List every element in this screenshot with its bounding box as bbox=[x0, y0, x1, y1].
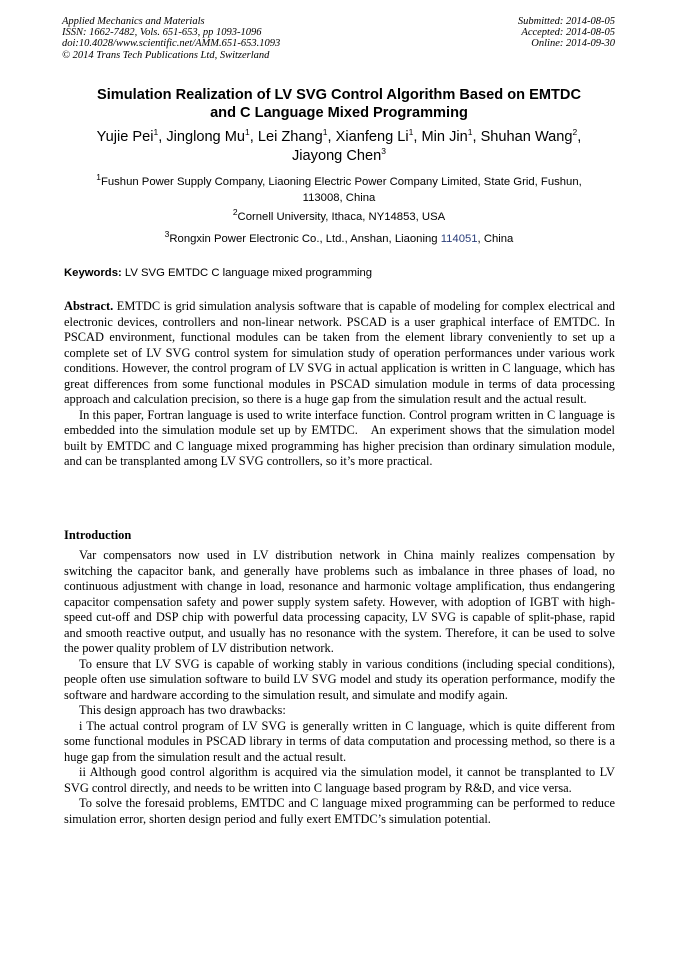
intro-paragraph-5: ii Although good control algorithm is acquired via the simulation model, it cannot be transplanted to LV SVG control directly, and needs to be written into C language based program by R&D, and vice versa. bbox=[64, 765, 615, 795]
author-affil-mark: 1 bbox=[322, 127, 328, 138]
author-affil-mark: 1 bbox=[408, 127, 414, 138]
author-separator: , bbox=[472, 129, 481, 145]
abstract-label: Abstract. bbox=[64, 299, 114, 313]
author-separator: , bbox=[249, 129, 258, 145]
intro-paragraph-1: Var compensators now used in LV distribution network in China mainly realizes compensation by switching the capacitor bank, and generally have problems such as imbalance in three phases of load, no continuous adjustment with change in load, resonance and harmonic voltage amplification, thus endangering capacitor compensation safety and power supply system safety. However, with adoption of IGBT with high-speed cut-off and DSP chip with powerful data processing capacity, LV SVG is capable of split-phase, rapid and smooth reactive output, and usually has no resonance with the system. Therefore, it can be used to solve the power quality problem of LV distribution network. bbox=[64, 548, 615, 655]
author-line-2 bbox=[40, 147, 638, 166]
copyright-line: © 2014 Trans Tech Publications Ltd, Switzerland bbox=[62, 49, 270, 61]
author-name: Jiayong Chen bbox=[292, 148, 382, 164]
keywords-text: LV SVG EMTDC C language mixed programming bbox=[121, 267, 373, 279]
affil-mark: 3 bbox=[164, 229, 170, 240]
submitted-date: Submitted: 2014-08-05 bbox=[517, 16, 615, 27]
abstract bbox=[64, 299, 615, 470]
author-name: Jinglong Mu bbox=[166, 129, 246, 145]
intro-paragraph-4: i The actual control program of LV SVG is generally written in C language, which is quite different from some functional modules in PSCAD library in terms of data computation and processing method, so there is a huge gap from the simulation result and the actual result. bbox=[64, 718, 615, 764]
abstract-text: EMTDC is grid simulation analysis software that is capable of modeling for complex electrical and electronic devices, controllers and non-linear network. PSCAD is a user graphical interface of EMTDC. In PSCAD environment, functional modules can be taken from the element library conveniently to set up a complete set of LV SVG control system for simulation study of operation performances under various work conditions. However, the control program of LV SVG in actual application is written in C language, which has great differences from some functional modules in PSCAD simulation module in terms of data processing approach and calculation precision, so there is a huge gap from the simulation result and the actual result. bbox=[64, 299, 615, 406]
abstract-paragraph-2: In this paper, Fortran language is used to write interface function. Control program written in C language is embedded into the simulation module set up by EMTDC. An experiment shows that the simulation model built by EMTDC and C language mixed programming has higher precision than ordinary simulation module, and can be transplanted among LV SVG controllers, so it’s more practical. bbox=[64, 407, 615, 468]
author-affil-mark: 1 bbox=[245, 127, 250, 138]
intro-paragraph-2: To ensure that LV SVG is capable of working stably in various conditions (including special conditions), people often use simulation software to build LV SVG model and study its operation performance, modify the software and hardware according to the simulation result, and simulate and modify again. bbox=[64, 656, 615, 702]
affiliation-2 bbox=[60, 209, 618, 225]
author-name: Lei Zhang bbox=[257, 129, 323, 145]
author-line-1 bbox=[40, 128, 638, 147]
paper-title bbox=[40, 86, 638, 122]
affil-text: Fushun Power Supply Company, Liaoning Electric Power Company Limited, State Grid, Fushun, bbox=[100, 176, 582, 188]
author-name: Xianfeng Li bbox=[335, 129, 409, 145]
affil-mark: 2 bbox=[232, 207, 238, 218]
author-name: Min Jin bbox=[421, 129, 468, 145]
author-affil-mark: 1 bbox=[467, 127, 473, 138]
issn-line: ISSN: 1662-7482, Vols. 651-653, pp 1093-1096 bbox=[62, 27, 262, 39]
author-separator: , bbox=[413, 129, 422, 145]
author-separator: , bbox=[327, 129, 336, 145]
author-separator: , bbox=[577, 129, 582, 145]
accepted-date: Accepted: 2014-08-05 bbox=[521, 27, 615, 39]
journal-header-left bbox=[62, 16, 280, 61]
affiliation-3 bbox=[60, 231, 618, 247]
author-affil-mark: 2 bbox=[572, 127, 578, 138]
online-date: Online: 2014-09-30 bbox=[531, 38, 615, 50]
keywords-label: Keywords: bbox=[64, 267, 122, 279]
doi-line: doi:10.4028/www.scientific.net/AMM.651-653.1093 bbox=[62, 38, 281, 50]
intro-paragraph-6: To solve the foresaid problems, EMTDC and C language mixed programming can be performed to reduce simulation error, shorten design period and fully exert EMTDC’s simulation potential. bbox=[64, 796, 615, 826]
author-affil-mark: 3 bbox=[381, 146, 386, 157]
title-line-2: and C Language Mixed Programming bbox=[210, 105, 468, 121]
section-heading-introduction: Introduction bbox=[64, 528, 132, 542]
author-affil-mark: 1 bbox=[153, 127, 159, 138]
affil-text: 113008, China bbox=[302, 192, 376, 204]
introduction-body bbox=[64, 548, 615, 827]
title-line-1: Simulation Realization of LV SVG Control Algorithm Based on EMTDC bbox=[96, 87, 582, 103]
journal-header-right bbox=[518, 16, 615, 50]
affiliation-1 bbox=[60, 174, 618, 206]
author-name: Shuhan Wang bbox=[480, 129, 573, 145]
keywords bbox=[64, 266, 372, 280]
affil-mark: 1 bbox=[96, 172, 101, 183]
author-list bbox=[40, 128, 638, 166]
author-separator: , bbox=[158, 129, 167, 145]
affil-text: Rongxin Power Electronic Co., Ltd., Anshan, Liaoning bbox=[169, 233, 441, 245]
abstract-paragraph-1 bbox=[64, 299, 615, 408]
affil-text-tail: , China bbox=[477, 233, 514, 245]
author-name: Yujie Pei bbox=[96, 129, 154, 145]
affil-text: Cornell University, Ithaca, NY14853, USA bbox=[237, 211, 446, 223]
affil-postal-code: 114051 bbox=[440, 233, 478, 245]
journal-name: Applied Mechanics and Materials bbox=[62, 16, 205, 27]
intro-paragraph-3: This design approach has two drawbacks: bbox=[79, 703, 286, 717]
